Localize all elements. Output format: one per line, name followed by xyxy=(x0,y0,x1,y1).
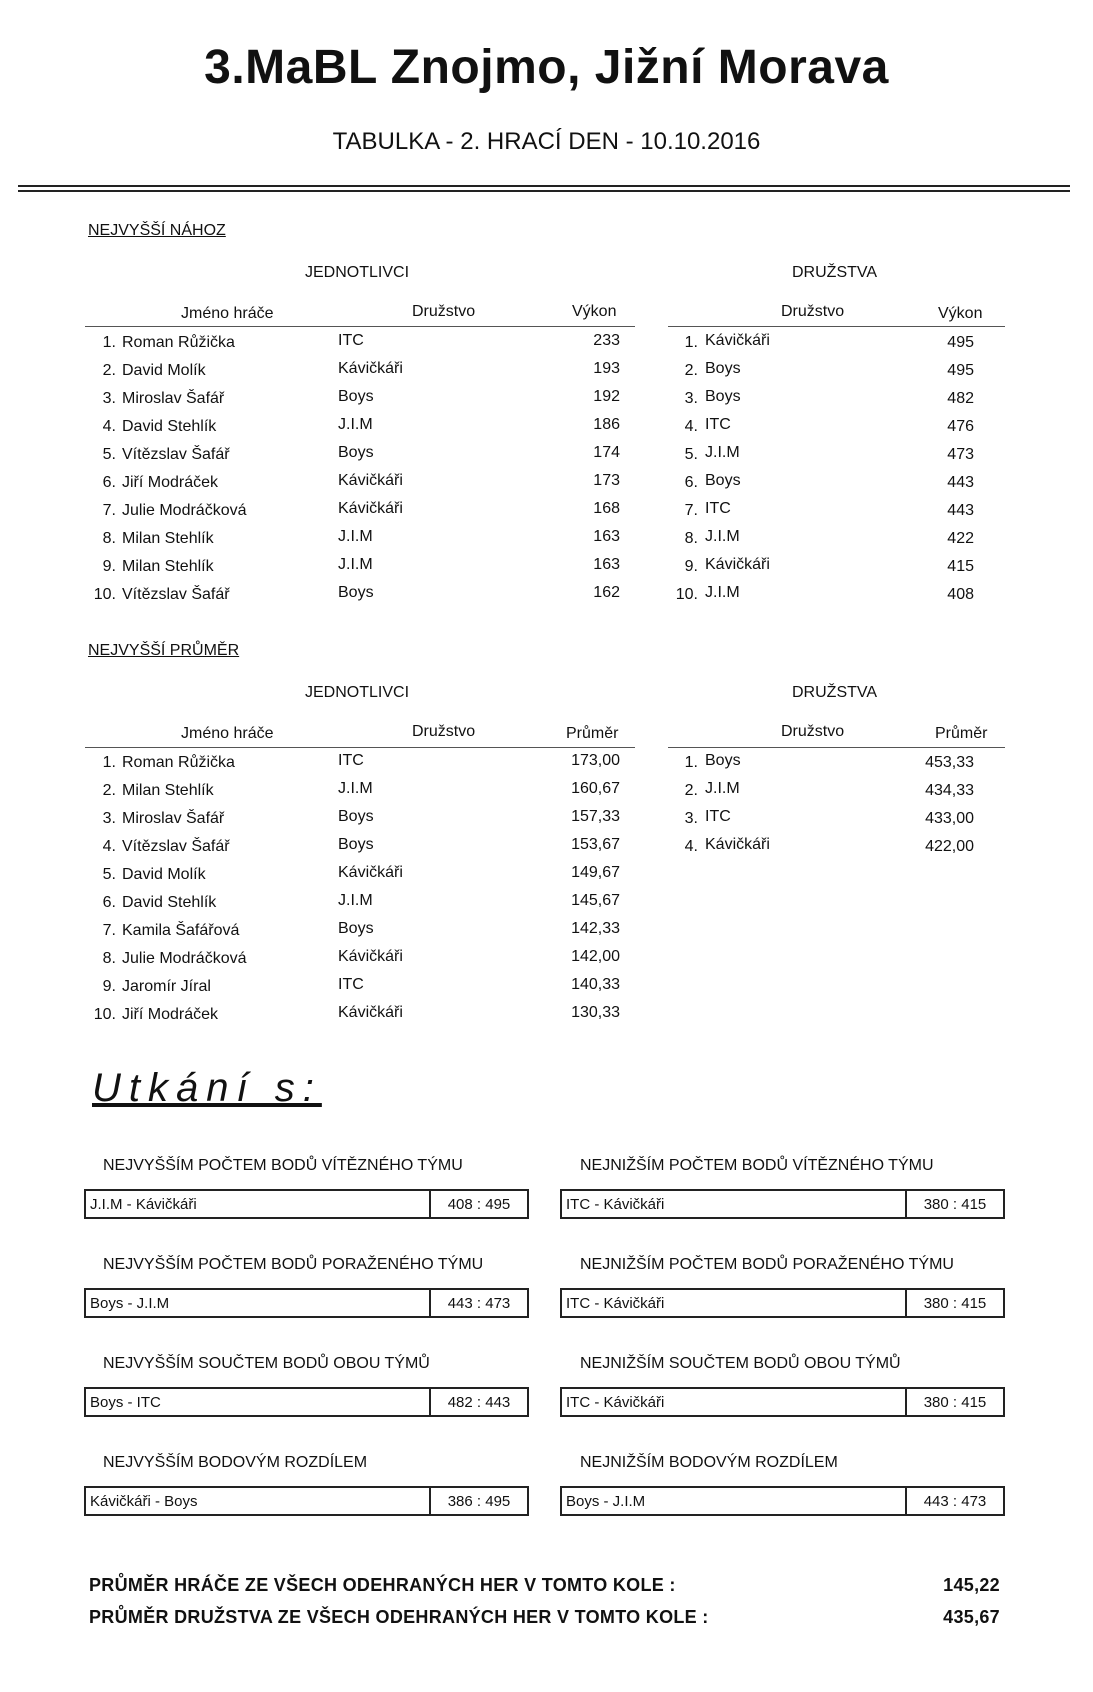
team-cell: Boys xyxy=(338,808,374,825)
utkani-result-box xyxy=(84,1189,529,1219)
value-cell: 173,00 xyxy=(571,752,620,769)
value-cell: 186 xyxy=(593,416,620,433)
prumer-teams-header-value: Průměr xyxy=(935,725,988,742)
rank-cell: 4. xyxy=(684,418,698,435)
team-cell: ITC xyxy=(338,976,364,993)
nahoz-teams-header-line xyxy=(668,326,1005,327)
utkani-result-box xyxy=(560,1486,1005,1516)
value-cell: 495 xyxy=(947,334,974,351)
rank-cell: 5. xyxy=(684,446,698,463)
team-cell: Boys xyxy=(705,388,741,405)
match-score: 380 : 415 xyxy=(905,1389,1003,1415)
value-cell: 145,67 xyxy=(571,892,620,909)
match-pair: ITC - Kávičkáři xyxy=(566,1394,665,1411)
rank-cell: 7. xyxy=(102,922,116,939)
player-name-cell: David Stehlík xyxy=(122,418,217,435)
team-cell: ITC xyxy=(338,332,364,349)
value-cell: 153,67 xyxy=(571,836,620,853)
prumer-teams-header-team: Družstvo xyxy=(781,723,845,740)
section-title-prumer: NEJVYŠŠÍ PRŮMĚR xyxy=(88,642,240,659)
value-cell: 168 xyxy=(593,500,620,517)
match-pair: Boys - J.I.M xyxy=(90,1295,170,1312)
value-cell: 142,00 xyxy=(571,948,620,965)
prumer-header-team: Družstvo xyxy=(412,723,476,740)
player-name-cell: David Stehlík xyxy=(122,894,217,911)
rank-cell: 7. xyxy=(684,502,698,519)
match-pair: ITC - Kávičkáři xyxy=(566,1295,665,1312)
value-cell: 173 xyxy=(593,472,620,489)
player-name-cell: David Molík xyxy=(122,362,206,379)
prumer-teams-title: DRUŽSTVA xyxy=(792,684,878,701)
player-name-cell: Miroslav Šafář xyxy=(122,810,225,827)
match-pair: Kávičkáři - Boys xyxy=(90,1493,198,1510)
player-name-cell: Roman Růžička xyxy=(122,334,235,351)
team-cell: J.I.M xyxy=(705,444,740,461)
rank-cell: 7. xyxy=(102,502,116,519)
player-name-cell: Jiří Modráček xyxy=(122,474,219,491)
team-cell: Kávičkáři xyxy=(338,1004,403,1021)
rank-cell: 2. xyxy=(684,362,698,379)
rank-cell: 3. xyxy=(102,810,116,827)
nahoz-individual-title: JEDNOTLIVCI xyxy=(305,264,410,281)
value-cell: 160,67 xyxy=(571,780,620,797)
player-average-value: 145,22 xyxy=(943,1575,1000,1595)
team-cell: Kávičkáři xyxy=(705,332,770,349)
team-average-label: PRŮMĚR DRUŽSTVA ZE VŠECH ODEHRANÝCH HER V TOMTO KOLE : xyxy=(89,1607,709,1627)
nahoz-individual-header-line xyxy=(85,326,635,327)
rank-cell: 4. xyxy=(102,838,116,855)
team-cell: Kávičkáři xyxy=(338,864,403,881)
utkani-result-box xyxy=(560,1387,1005,1417)
rank-cell: 10. xyxy=(675,586,698,603)
utkani-label: NEJVYŠŠÍM POČTEM BODŮ VÍTĚZNÉHO TÝMU xyxy=(103,1157,463,1174)
value-cell: 157,33 xyxy=(571,808,620,825)
team-cell: J.I.M xyxy=(705,780,740,797)
rank-cell: 2. xyxy=(684,782,698,799)
nahoz-header-value: Výkon xyxy=(572,303,617,320)
rank-cell: 2. xyxy=(102,782,116,799)
value-cell: 433,00 xyxy=(925,810,974,827)
section-title-nahoz: NEJVYŠŠÍ NÁHOZ xyxy=(88,222,226,239)
match-score: 380 : 415 xyxy=(905,1290,1003,1316)
team-cell: Boys xyxy=(338,920,374,937)
team-cell: Boys xyxy=(705,752,741,769)
utkani-label: NEJVYŠŠÍM POČTEM BODŮ PORAŽENÉHO TÝMU xyxy=(103,1256,484,1273)
team-cell: Boys xyxy=(338,444,374,461)
utkani-result-box xyxy=(84,1387,529,1417)
rank-cell: 3. xyxy=(102,390,116,407)
rank-cell: 4. xyxy=(102,418,116,435)
utkani-label: NEJVYŠŠÍM SOUČTEM BODŮ OBOU TÝMŮ xyxy=(103,1355,430,1372)
rank-cell: 6. xyxy=(102,894,116,911)
rank-cell: 9. xyxy=(102,558,116,575)
team-cell: ITC xyxy=(705,500,731,517)
player-name-cell: Milan Stehlík xyxy=(122,782,214,799)
rank-cell: 1. xyxy=(102,754,116,771)
team-cell: ITC xyxy=(338,752,364,769)
value-cell: 149,67 xyxy=(571,864,620,881)
value-cell: 434,33 xyxy=(925,782,974,799)
utkani-result-box xyxy=(560,1189,1005,1219)
value-cell: 476 xyxy=(947,418,974,435)
value-cell: 415 xyxy=(947,558,974,575)
team-cell: J.I.M xyxy=(338,528,373,545)
utkani-result-box xyxy=(560,1288,1005,1318)
nahoz-teams-title: DRUŽSTVA xyxy=(792,264,878,281)
value-cell: 422 xyxy=(947,530,974,547)
prumer-teams-header-line xyxy=(668,747,1005,748)
player-name-cell: Roman Růžička xyxy=(122,754,235,771)
match-score: 482 : 443 xyxy=(429,1389,527,1415)
header-divider-bottom xyxy=(18,190,1070,192)
player-name-cell: Julie Modráčková xyxy=(122,502,247,519)
rank-cell: 2. xyxy=(102,362,116,379)
prumer-individual-title: JEDNOTLIVCI xyxy=(305,684,410,701)
team-cell: Kávičkáři xyxy=(338,500,403,517)
player-name-cell: Vítězslav Šafář xyxy=(122,586,230,603)
rank-cell: 5. xyxy=(102,446,116,463)
match-score: 408 : 495 xyxy=(429,1191,527,1217)
page-subtitle: TABULKA - 2. HRACÍ DEN - 10.10.2016 xyxy=(332,128,761,155)
rank-cell: 5. xyxy=(102,866,116,883)
player-name-cell: Kamila Šafářová xyxy=(122,922,240,939)
value-cell: 422,00 xyxy=(925,838,974,855)
match-score: 443 : 473 xyxy=(905,1488,1003,1514)
team-cell: ITC xyxy=(705,808,731,825)
value-cell: 192 xyxy=(593,388,620,405)
value-cell: 142,33 xyxy=(571,920,620,937)
value-cell: 408 xyxy=(947,586,974,603)
player-name-cell: Julie Modráčková xyxy=(122,950,247,967)
player-name-cell: Jiří Modráček xyxy=(122,1006,219,1023)
value-cell: 453,33 xyxy=(925,754,974,771)
rank-cell: 1. xyxy=(684,754,698,771)
nahoz-teams-header-team: Družstvo xyxy=(781,303,845,320)
value-cell: 443 xyxy=(947,502,974,519)
rank-cell: 9. xyxy=(684,558,698,575)
rank-cell: 4. xyxy=(684,838,698,855)
rank-cell: 8. xyxy=(102,950,116,967)
rank-cell: 3. xyxy=(684,390,698,407)
value-cell: 140,33 xyxy=(571,976,620,993)
utkani-label: NEJVYŠŠÍM BODOVÝM ROZDÍLEM xyxy=(103,1454,368,1471)
value-cell: 163 xyxy=(593,556,620,573)
nahoz-teams-header-value: Výkon xyxy=(938,305,983,322)
team-cell: Boys xyxy=(338,584,374,601)
team-cell: J.I.M xyxy=(338,780,373,797)
value-cell: 233 xyxy=(593,332,620,349)
team-cell: Boys xyxy=(705,472,741,489)
nahoz-header-name: Jméno hráče xyxy=(181,305,274,322)
utkani-result-box xyxy=(84,1288,529,1318)
value-cell: 174 xyxy=(593,444,620,461)
match-score: 380 : 415 xyxy=(905,1191,1003,1217)
player-name-cell: Jaromír Jíral xyxy=(122,978,211,995)
prumer-individual-header-line xyxy=(85,747,635,748)
player-name-cell: Vítězslav Šafář xyxy=(122,446,230,463)
match-pair: ITC - Kávičkáři xyxy=(566,1196,665,1213)
player-name-cell: Milan Stehlík xyxy=(122,530,214,547)
team-cell: Kávičkáři xyxy=(338,360,403,377)
value-cell: 162 xyxy=(593,584,620,601)
rank-cell: 10. xyxy=(93,1006,116,1023)
value-cell: 482 xyxy=(947,390,974,407)
page-title: 3.MaBL Znojmo, Jižní Morava xyxy=(204,41,889,94)
rank-cell: 10. xyxy=(93,586,116,603)
rank-cell: 1. xyxy=(684,334,698,351)
rank-cell: 1. xyxy=(102,334,116,351)
rank-cell: 6. xyxy=(684,474,698,491)
team-cell: J.I.M xyxy=(338,892,373,909)
team-cell: Boys xyxy=(338,836,374,853)
match-score: 386 : 495 xyxy=(429,1488,527,1514)
value-cell: 130,33 xyxy=(571,1004,620,1021)
value-cell: 495 xyxy=(947,362,974,379)
team-cell: J.I.M xyxy=(705,584,740,601)
match-score: 443 : 473 xyxy=(429,1290,527,1316)
player-name-cell: Milan Stehlík xyxy=(122,558,214,575)
utkani-label: NEJNIŽŠÍM POČTEM BODŮ PORAŽENÉHO TÝMU xyxy=(580,1256,954,1273)
player-name-cell: Miroslav Šafář xyxy=(122,390,225,407)
team-cell: Kávičkáři xyxy=(705,556,770,573)
team-average-value: 435,67 xyxy=(943,1607,1000,1627)
utkani-result-box xyxy=(84,1486,529,1516)
header-divider-top xyxy=(18,185,1070,187)
team-cell: Kávičkáři xyxy=(338,472,403,489)
match-pair: Boys - J.I.M xyxy=(566,1493,646,1510)
player-name-cell: Vítězslav Šafář xyxy=(122,838,230,855)
match-pair: J.I.M - Kávičkáři xyxy=(90,1196,197,1213)
team-cell: Boys xyxy=(338,388,374,405)
team-cell: Kávičkáři xyxy=(705,836,770,853)
team-cell: J.I.M xyxy=(705,528,740,545)
team-cell: J.I.M xyxy=(338,416,373,433)
team-cell: Boys xyxy=(705,360,741,377)
prumer-header-value: Průměr xyxy=(566,725,619,742)
value-cell: 193 xyxy=(593,360,620,377)
rank-cell: 6. xyxy=(102,474,116,491)
value-cell: 163 xyxy=(593,528,620,545)
utkani-label: NEJNIŽŠÍM SOUČTEM BODŮ OBOU TÝMŮ xyxy=(580,1355,901,1372)
utkani-label: NEJNIŽŠÍM BODOVÝM ROZDÍLEM xyxy=(580,1454,838,1471)
utkani-heading: Utkání s: xyxy=(92,1066,322,1110)
value-cell: 443 xyxy=(947,474,974,491)
team-cell: ITC xyxy=(705,416,731,433)
nahoz-header-team: Družstvo xyxy=(412,303,476,320)
team-cell: J.I.M xyxy=(338,556,373,573)
prumer-header-name: Jméno hráče xyxy=(181,725,274,742)
player-name-cell: David Molík xyxy=(122,866,206,883)
rank-cell: 3. xyxy=(684,810,698,827)
rank-cell: 8. xyxy=(684,530,698,547)
rank-cell: 8. xyxy=(102,530,116,547)
player-average-label: PRŮMĚR HRÁČE ZE VŠECH ODEHRANÝCH HER V TOMTO KOLE : xyxy=(89,1575,676,1595)
rank-cell: 9. xyxy=(102,978,116,995)
team-cell: Kávičkáři xyxy=(338,948,403,965)
utkani-label: NEJNIŽŠÍM POČTEM BODŮ VÍTĚZNÉHO TÝMU xyxy=(580,1157,934,1174)
value-cell: 473 xyxy=(947,446,974,463)
match-pair: Boys - ITC xyxy=(90,1394,161,1411)
